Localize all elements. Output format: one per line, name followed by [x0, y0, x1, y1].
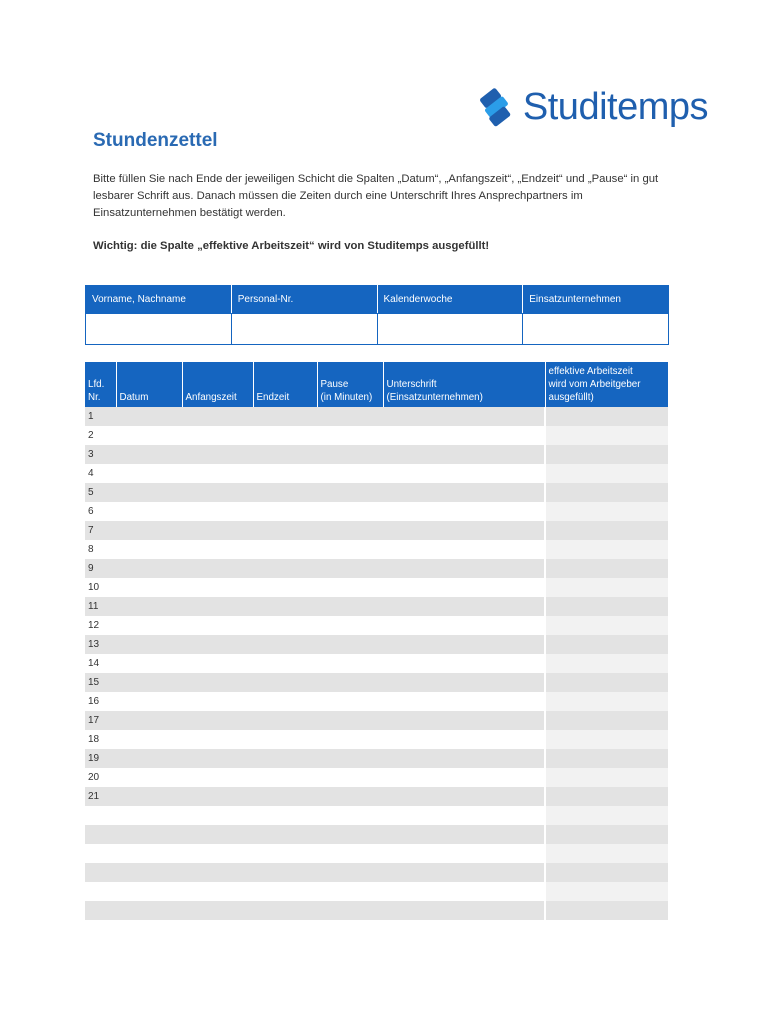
row-number: 6	[88, 506, 94, 517]
unterschrift-cell[interactable]	[383, 483, 545, 502]
pause-cell[interactable]	[317, 901, 383, 920]
row-number: 11	[85, 597, 116, 616]
pause-cell[interactable]	[317, 673, 383, 692]
endzeit-cell[interactable]	[253, 787, 317, 806]
pause-cell[interactable]	[317, 483, 383, 502]
pause-cell[interactable]	[317, 464, 383, 483]
unterschrift-cell[interactable]	[383, 559, 545, 578]
row-number: 15	[85, 673, 116, 692]
pause-cell[interactable]	[317, 844, 383, 863]
page-title: Stundenzettel	[93, 130, 218, 151]
anfangszeit-cell[interactable]	[182, 521, 253, 540]
row-number: 3	[85, 445, 116, 464]
effektive-arbeitszeit-cell	[545, 445, 668, 464]
anfangszeit-cell[interactable]	[182, 711, 253, 730]
row-number	[85, 882, 116, 901]
table-row	[85, 692, 668, 711]
endzeit-cell[interactable]	[253, 483, 317, 502]
table-row	[85, 825, 668, 844]
anfangszeit-cell[interactable]	[182, 863, 253, 882]
table-row	[85, 882, 668, 901]
unterschrift-cell[interactable]	[383, 597, 545, 616]
anfangszeit-cell[interactable]	[182, 635, 253, 654]
pause-cell[interactable]	[317, 730, 383, 749]
effektive-arbeitszeit-cell	[545, 578, 668, 597]
header-effektive-arbeitszeit: effektive Arbeitszeit wird vom Arbeitgeber ausgefüllt)	[545, 362, 668, 407]
anfangszeit-cell[interactable]	[182, 730, 253, 749]
pause-cell[interactable]	[317, 521, 383, 540]
unterschrift-cell[interactable]	[383, 616, 545, 635]
table-row	[85, 483, 668, 502]
table-row	[85, 502, 668, 521]
datum-cell[interactable]	[116, 806, 182, 825]
pause-cell[interactable]	[317, 616, 383, 635]
header-anfangszeit: Anfangszeit	[182, 362, 253, 407]
pause-cell[interactable]	[317, 882, 383, 901]
table-row	[85, 578, 668, 597]
table-row	[85, 673, 668, 692]
unterschrift-cell[interactable]	[383, 540, 545, 559]
endzeit-cell[interactable]	[253, 426, 317, 445]
table-row	[85, 806, 668, 825]
unterschrift-cell[interactable]	[383, 882, 545, 901]
header-kalenderwoche: Kalenderwoche	[377, 286, 523, 314]
unterschrift-cell[interactable]	[383, 673, 545, 692]
anfangszeit-cell[interactable]	[182, 445, 253, 464]
datum-cell[interactable]	[116, 901, 182, 920]
row-number: 21	[85, 787, 116, 806]
anfangszeit-cell[interactable]	[182, 882, 253, 901]
header-pause: Pause (in Minuten)	[317, 362, 383, 407]
anfangszeit-cell[interactable]	[182, 654, 253, 673]
table-row	[85, 654, 668, 673]
name-field[interactable]	[86, 314, 232, 345]
effektive-arbeitszeit-cell	[545, 844, 668, 863]
table-row	[85, 730, 668, 749]
table-row	[85, 787, 668, 806]
anfangszeit-cell[interactable]	[182, 825, 253, 844]
datum-cell[interactable]	[116, 483, 182, 502]
anfangszeit-cell[interactable]	[182, 616, 253, 635]
pause-cell[interactable]	[317, 407, 383, 426]
endzeit-cell[interactable]	[253, 711, 317, 730]
datum-cell[interactable]	[116, 749, 182, 768]
endzeit-cell[interactable]	[253, 768, 317, 787]
unterschrift-cell[interactable]	[383, 749, 545, 768]
unterschrift-cell[interactable]	[383, 787, 545, 806]
datum-cell[interactable]	[116, 844, 182, 863]
anfangszeit-cell[interactable]	[182, 540, 253, 559]
effektive-arbeitszeit-cell	[545, 540, 668, 559]
unterschrift-cell[interactable]	[383, 654, 545, 673]
row-number: 16	[88, 696, 100, 707]
effektive-arbeitszeit-cell	[545, 559, 668, 578]
endzeit-cell[interactable]	[253, 445, 317, 464]
effektive-arbeitszeit-cell	[545, 521, 668, 540]
row-number	[85, 806, 116, 825]
effektive-arbeitszeit-cell	[545, 882, 668, 901]
datum-cell[interactable]	[116, 863, 182, 882]
datum-cell[interactable]	[116, 407, 182, 426]
datum-cell[interactable]	[116, 559, 182, 578]
personal-nr-field[interactable]	[231, 314, 377, 345]
datum-cell[interactable]	[116, 464, 182, 483]
row-number: 8	[88, 544, 94, 555]
table-row	[85, 464, 668, 483]
endzeit-cell[interactable]	[253, 654, 317, 673]
datum-cell[interactable]	[116, 426, 182, 445]
effektive-arbeitszeit-cell	[545, 901, 668, 920]
header-unterschrift: Unterschrift (Einsatzunternehmen)	[383, 362, 545, 407]
row-number: 18	[88, 734, 100, 745]
table-row	[85, 540, 668, 559]
table-row	[85, 635, 668, 654]
row-number	[85, 825, 116, 844]
effektive-arbeitszeit-cell	[545, 673, 668, 692]
datum-cell[interactable]	[116, 711, 182, 730]
pause-cell[interactable]	[317, 825, 383, 844]
row-number: 5	[85, 483, 116, 502]
anfangszeit-cell[interactable]	[182, 502, 253, 521]
intro-paragraph: Bitte füllen Sie nach Ende der jeweiligen Schicht die Spalten „Datum“, „Anfangszeit“, „Endzeit“ und „Pause“ in gut lesbarer Schrift aus. Danach müssen die Zeiten durch eine Unterschrift Ihres Ansprechpartners im Einsatzunternehmen bestätigt werden.	[93, 173, 659, 219]
anfangszeit-cell[interactable]	[182, 578, 253, 597]
anfangszeit-cell[interactable]	[182, 673, 253, 692]
table-row	[85, 863, 668, 882]
effektive-arbeitszeit-cell	[545, 730, 668, 749]
pause-cell[interactable]	[317, 806, 383, 825]
table-row	[85, 597, 668, 616]
datum-cell[interactable]	[116, 445, 182, 464]
unterschrift-cell[interactable]	[383, 426, 545, 445]
pause-cell[interactable]	[317, 559, 383, 578]
row-number: 7	[85, 521, 116, 540]
pause-cell[interactable]	[317, 768, 383, 787]
row-number: 2	[88, 430, 94, 441]
row-number: 20	[88, 772, 100, 783]
employee-info-table	[85, 285, 669, 345]
anfangszeit-cell[interactable]	[182, 483, 253, 502]
unterschrift-cell[interactable]	[383, 521, 545, 540]
row-number: 4	[88, 468, 94, 479]
anfangszeit-cell[interactable]	[182, 692, 253, 711]
endzeit-cell[interactable]	[253, 502, 317, 521]
effektive-arbeitszeit-cell	[545, 711, 668, 730]
pause-cell[interactable]	[317, 654, 383, 673]
row-number: 13	[85, 635, 116, 654]
endzeit-cell[interactable]	[253, 863, 317, 882]
endzeit-cell[interactable]	[253, 673, 317, 692]
endzeit-cell[interactable]	[253, 597, 317, 616]
datum-cell[interactable]	[116, 768, 182, 787]
unterschrift-cell[interactable]	[383, 578, 545, 597]
unterschrift-cell[interactable]	[383, 635, 545, 654]
row-number: 19	[85, 749, 116, 768]
effektive-arbeitszeit-cell	[545, 825, 668, 844]
effektive-arbeitszeit-cell	[545, 483, 668, 502]
endzeit-cell[interactable]	[253, 806, 317, 825]
datum-cell[interactable]	[116, 597, 182, 616]
effektive-arbeitszeit-cell	[545, 407, 668, 426]
datum-cell[interactable]	[116, 825, 182, 844]
table-row	[85, 616, 668, 635]
datum-cell[interactable]	[116, 616, 182, 635]
anfangszeit-cell[interactable]	[182, 597, 253, 616]
pause-cell[interactable]	[317, 863, 383, 882]
anfangszeit-cell[interactable]	[182, 464, 253, 483]
endzeit-cell[interactable]	[253, 407, 317, 426]
table-row	[85, 844, 668, 863]
einsatzunternehmen-field[interactable]	[523, 314, 669, 345]
endzeit-cell[interactable]	[253, 521, 317, 540]
datum-cell[interactable]	[116, 654, 182, 673]
datum-cell[interactable]	[116, 540, 182, 559]
anfangszeit-cell[interactable]	[182, 844, 253, 863]
kalenderwoche-field[interactable]	[377, 314, 523, 345]
pause-cell[interactable]	[317, 787, 383, 806]
important-note: Wichtig: die Spalte „effektive Arbeitszeit“ wird von Studitemps ausgefüllt!	[93, 240, 490, 252]
table-row	[85, 901, 668, 920]
anfangszeit-cell[interactable]	[182, 787, 253, 806]
endzeit-cell[interactable]	[253, 616, 317, 635]
table-row	[85, 445, 668, 464]
row-number	[85, 863, 116, 882]
anfangszeit-cell[interactable]	[182, 768, 253, 787]
row-number: 10	[88, 582, 100, 593]
header-personal-nr: Personal-Nr.	[231, 286, 377, 314]
unterschrift-cell[interactable]	[383, 711, 545, 730]
pause-cell[interactable]	[317, 692, 383, 711]
unterschrift-cell[interactable]	[383, 806, 545, 825]
effektive-arbeitszeit-cell	[545, 616, 668, 635]
pause-cell[interactable]	[317, 597, 383, 616]
datum-cell[interactable]	[116, 578, 182, 597]
studitemps-logo	[478, 78, 708, 136]
unterschrift-cell[interactable]	[383, 502, 545, 521]
anfangszeit-cell[interactable]	[182, 559, 253, 578]
endzeit-cell[interactable]	[253, 730, 317, 749]
effektive-arbeitszeit-cell	[545, 787, 668, 806]
effektive-arbeitszeit-cell	[545, 654, 668, 673]
endzeit-cell[interactable]	[253, 540, 317, 559]
row-number	[85, 901, 116, 920]
anfangszeit-cell[interactable]	[182, 426, 253, 445]
row-number: 17	[85, 711, 116, 730]
unterschrift-cell[interactable]	[383, 730, 545, 749]
effektive-arbeitszeit-cell	[545, 502, 668, 521]
pause-cell[interactable]	[317, 749, 383, 768]
unterschrift-cell[interactable]	[383, 825, 545, 844]
row-number: 9	[85, 559, 116, 578]
anfangszeit-cell[interactable]	[182, 806, 253, 825]
unterschrift-cell[interactable]	[383, 464, 545, 483]
effektive-arbeitszeit-cell	[545, 426, 668, 445]
unterschrift-cell[interactable]	[383, 863, 545, 882]
header-datum: Datum	[116, 362, 182, 407]
table-row	[85, 426, 668, 445]
endzeit-cell[interactable]	[253, 578, 317, 597]
effektive-arbeitszeit-cell	[545, 806, 668, 825]
datum-cell[interactable]	[116, 635, 182, 654]
datum-cell[interactable]	[116, 730, 182, 749]
pause-cell[interactable]	[317, 540, 383, 559]
header-endzeit: Endzeit	[253, 362, 317, 407]
pause-cell[interactable]	[317, 445, 383, 464]
unterschrift-cell[interactable]	[383, 692, 545, 711]
header-lfd-nr: Lfd. Nr.	[85, 362, 116, 407]
row-number	[85, 844, 116, 863]
pause-cell[interactable]	[317, 635, 383, 654]
studitemps-s-logo-icon	[478, 78, 515, 136]
endzeit-cell[interactable]	[253, 882, 317, 901]
endzeit-cell[interactable]	[253, 749, 317, 768]
pause-cell[interactable]	[317, 426, 383, 445]
unterschrift-cell[interactable]	[383, 768, 545, 787]
datum-cell[interactable]	[116, 521, 182, 540]
pause-cell[interactable]	[317, 711, 383, 730]
header-einsatzunternehmen: Einsatzunternehmen	[523, 286, 669, 314]
effektive-arbeitszeit-cell	[545, 692, 668, 711]
row-number: 1	[85, 407, 116, 426]
endzeit-cell[interactable]	[253, 559, 317, 578]
table-row	[85, 749, 668, 768]
datum-cell[interactable]	[116, 787, 182, 806]
endzeit-cell[interactable]	[253, 464, 317, 483]
timesheet-table	[85, 362, 668, 920]
logo-brand-text: Studitemps	[522, 86, 708, 128]
unterschrift-cell[interactable]	[383, 844, 545, 863]
datum-cell[interactable]	[116, 502, 182, 521]
table-row	[85, 768, 668, 787]
effektive-arbeitszeit-cell	[545, 464, 668, 483]
anfangszeit-cell[interactable]	[182, 749, 253, 768]
header-name: Vorname, Nachname	[86, 286, 232, 314]
anfangszeit-cell[interactable]	[182, 901, 253, 920]
table-row	[85, 711, 668, 730]
pause-cell[interactable]	[317, 502, 383, 521]
endzeit-cell[interactable]	[253, 844, 317, 863]
datum-cell[interactable]	[116, 692, 182, 711]
table-row	[85, 521, 668, 540]
datum-cell[interactable]	[116, 882, 182, 901]
endzeit-cell[interactable]	[253, 901, 317, 920]
endzeit-cell[interactable]	[253, 825, 317, 844]
table-row	[85, 559, 668, 578]
endzeit-cell[interactable]	[253, 692, 317, 711]
unterschrift-cell[interactable]	[383, 901, 545, 920]
row-number: 14	[88, 658, 100, 669]
pause-cell[interactable]	[317, 578, 383, 597]
datum-cell[interactable]	[116, 673, 182, 692]
unterschrift-cell[interactable]	[383, 445, 545, 464]
effektive-arbeitszeit-cell	[545, 597, 668, 616]
table-row	[85, 407, 668, 426]
endzeit-cell[interactable]	[253, 635, 317, 654]
effektive-arbeitszeit-cell	[545, 768, 668, 787]
effektive-arbeitszeit-cell	[545, 749, 668, 768]
anfangszeit-cell[interactable]	[182, 407, 253, 426]
unterschrift-cell[interactable]	[383, 407, 545, 426]
row-number: 12	[88, 620, 100, 631]
effektive-arbeitszeit-cell	[545, 635, 668, 654]
effektive-arbeitszeit-cell	[545, 863, 668, 882]
